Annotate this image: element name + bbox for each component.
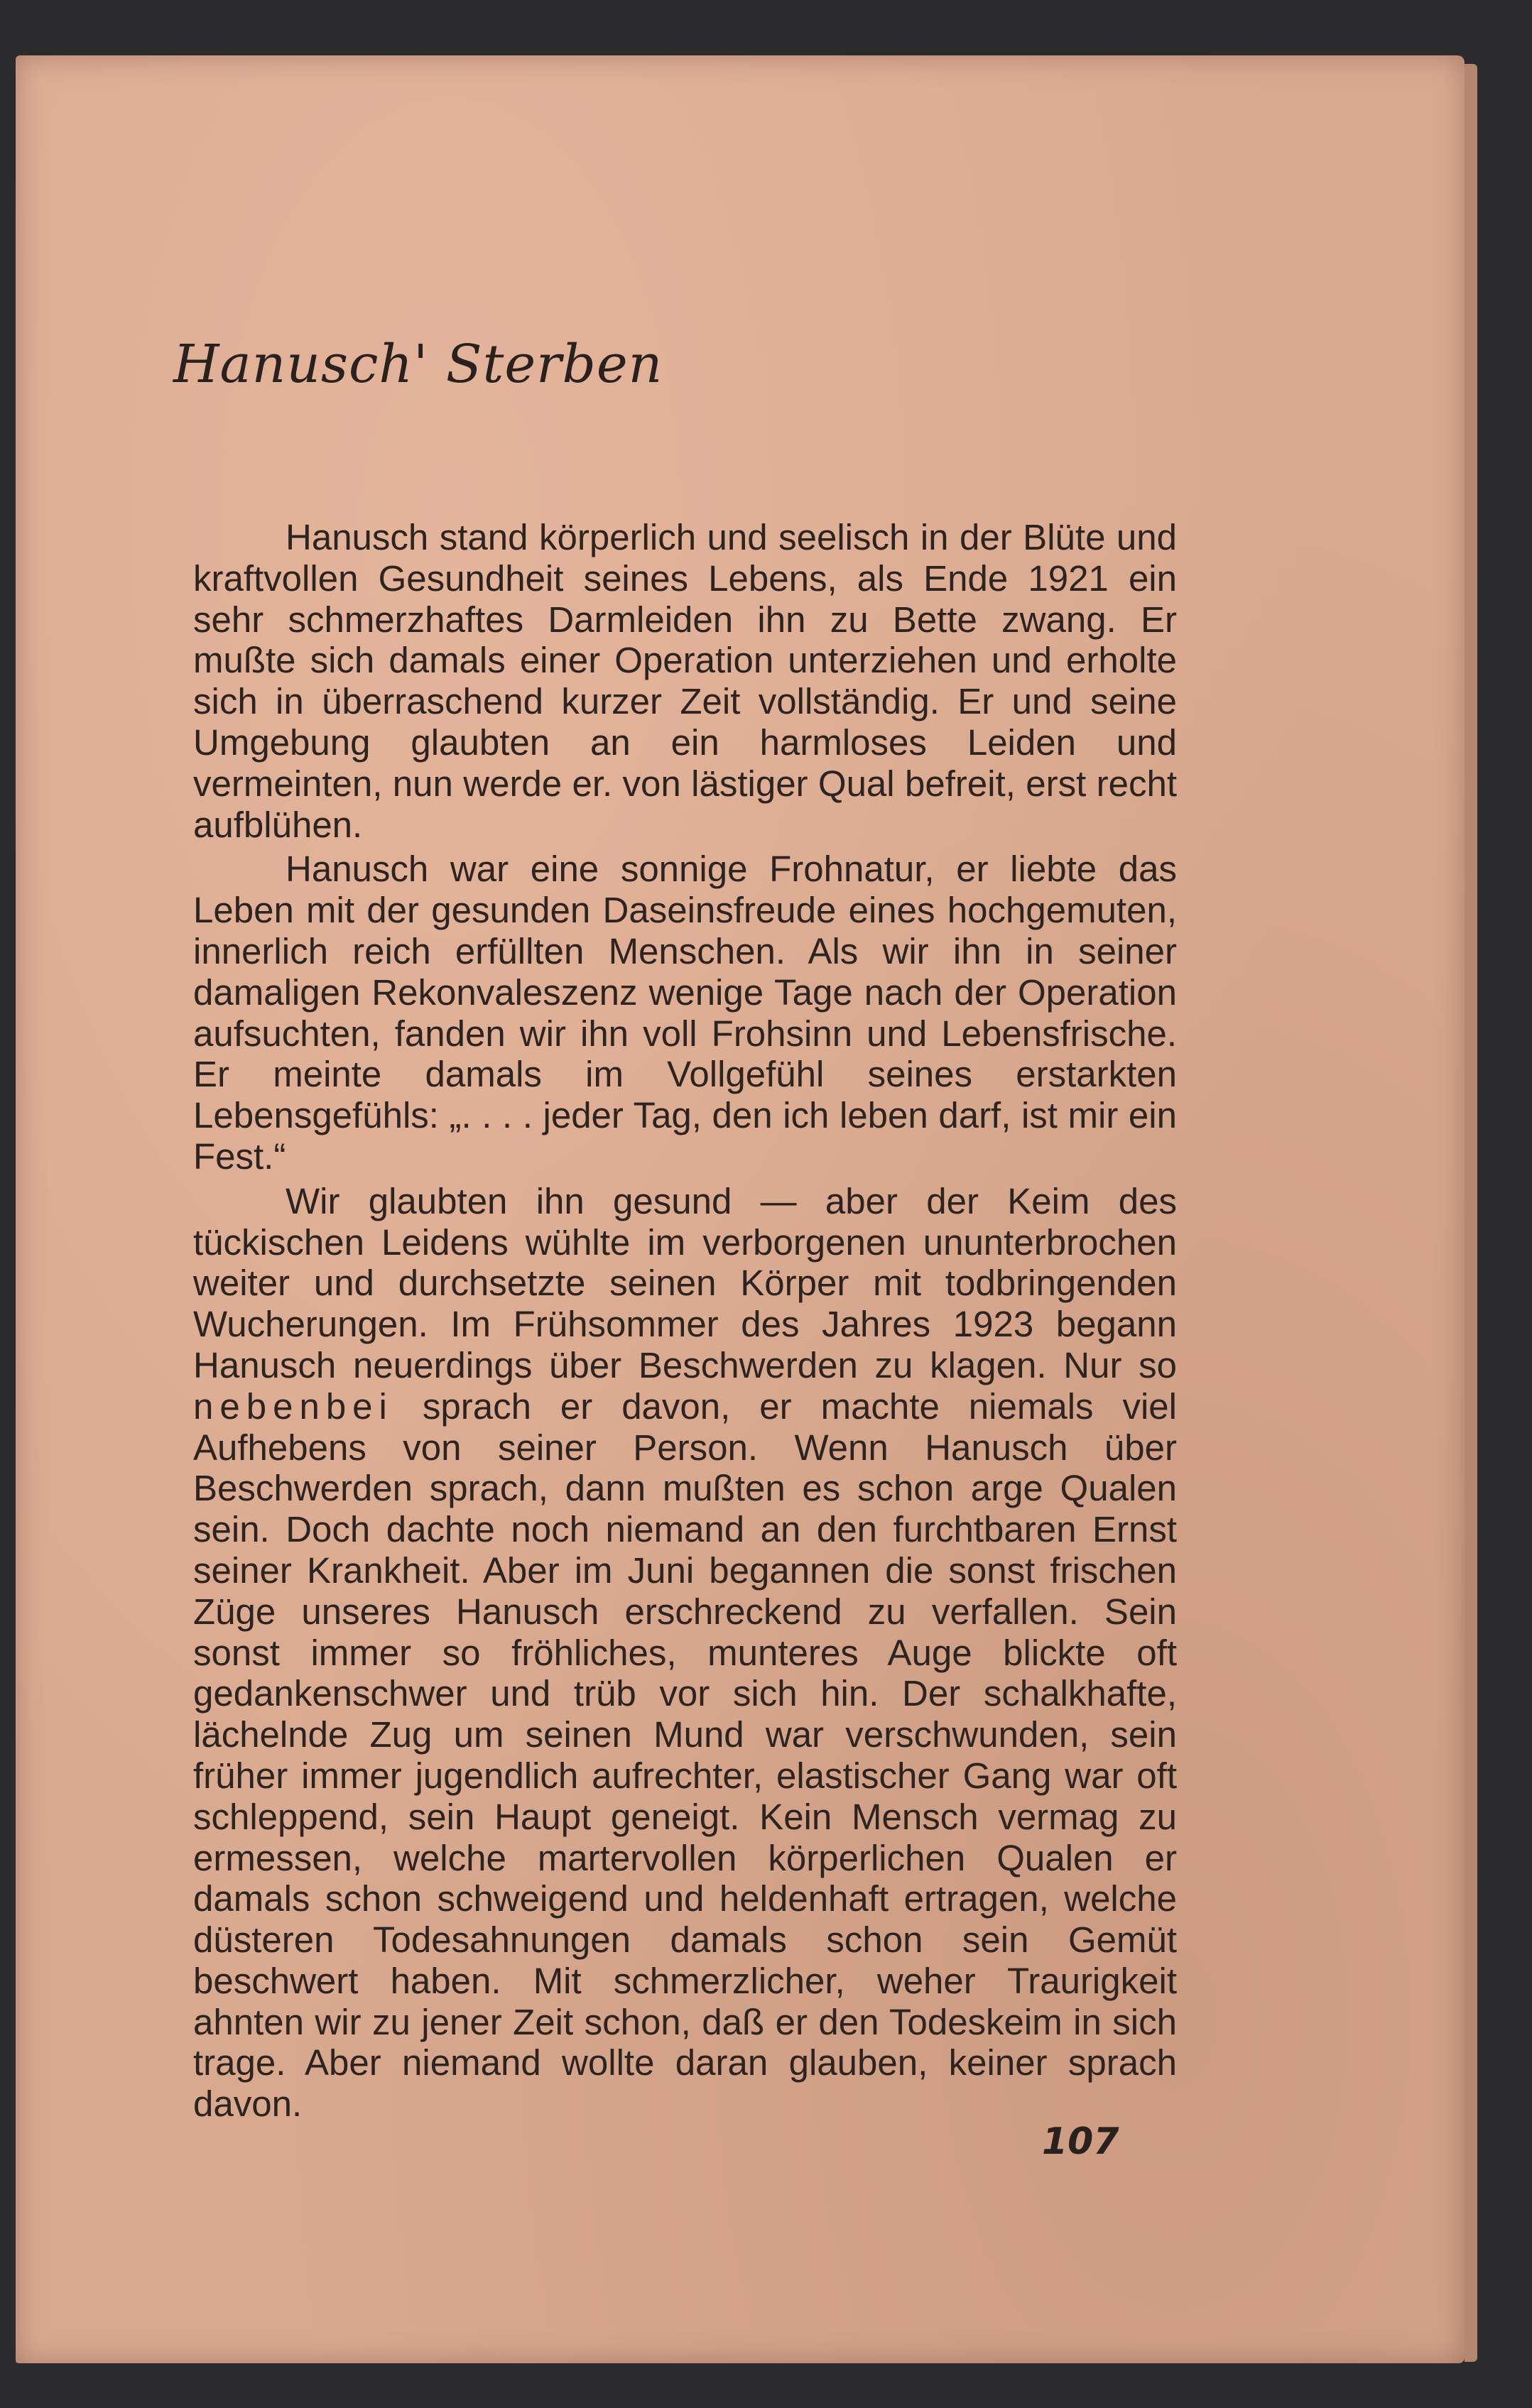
spaced-emphasis: nebenbei — [193, 1385, 393, 1427]
paragraph — [193, 1181, 1177, 2125]
page-number: 107 — [1042, 2120, 1119, 2163]
chapter-title: Hanusch' Sterben — [173, 334, 663, 395]
book-page — [16, 55, 1465, 2363]
body-text — [193, 517, 1177, 2128]
paragraph-text: sprach er davon, er machte niemals viel Aufhebens von seiner Person. Wenn Hanusch über Beschwerden sprach, dann mußten es schon arge Qualen sein. Doch dachte noch niemand an den furchtbaren Ernst seiner Krankheit. Aber im Juni begannen die sonst frischen Züge unseres Hanusch erschreckend zu verfallen. Sein sonst immer so fröhliches, munteres Auge blickte oft gedankenschwer und trüb vor sich hin. Der schalkhafte, lächelnde Zug um seinen Mund war verschwunden, sein früher immer jugendlich aufrechter, elastischer Gang war oft schleppend, sein Haupt geneigt. Kein Mensch vermag zu ermessen, welche martervollen körperlichen Qualen er damals schon schweigend und heldenhaft ertragen, welche düsteren Todesahnungen damals schon sein Gemüt beschwert haben. Mit schmerzlicher, weher Traurigkeit ahnten wir zu jener Zeit schon, daß er den Todeskeim in sich trage. Aber niemand wollte daran glauben, keiner sprach davon. — [193, 1385, 1178, 2125]
paragraph: Hanusch stand körperlich und seelisch in der Blüte und kraftvollen Gesundheit seines Lebens, als Ende 1921 ein sehr schmerzhaftes Darmleiden ihn zu Bette zwang. Er mußte sich damals einer Operation unterziehen und erholte sich in überraschend kurzer Zeit vollständig. Er und seine Umgebung glaubten an ein harmloses Leiden und vermeinten, nun werde er. von lästiger Qual befreit, erst recht aufblühen. — [193, 517, 1177, 845]
paragraph-text: Wir glaubten ihn gesund — aber der Keim des tückischen Leidens wühlte im verborgenen ununterbrochen weiter und durchsetzte seinen Körper mit todbringenden Wucherungen. Im Frühsommer des Jahres 1923 begann Hanusch neuerdings über Beschwerden zu klagen. Nur so — [193, 1180, 1177, 1385]
page-edge — [1465, 64, 1477, 2362]
paragraph: Hanusch war eine sonnige Frohnatur, er liebte das Leben mit der gesunden Daseinsfreude eines hochgemuten, innerlich reich erfüllten Menschen. Als wir ihn in seiner damaligen Rekonvaleszenz wenige Tage nach der Operation aufsuchten, fanden wir ihn voll Frohsinn und Lebensfrische. Er meinte damals im Vollgefühl seines erstarkten Lebensgefühls: „. . . . jeder Tag, den ich leben darf, ist mir ein Fest.“ — [193, 849, 1177, 1177]
